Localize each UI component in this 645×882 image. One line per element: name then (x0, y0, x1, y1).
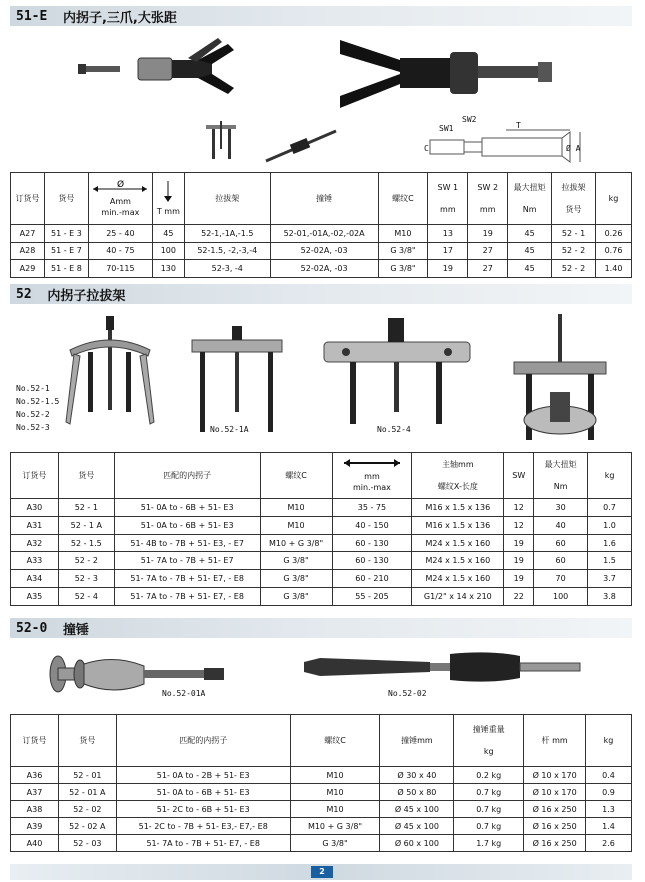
cell: 0.9 (586, 784, 632, 801)
col-hammer-size: 撞锤mm (380, 715, 454, 767)
cell: 3.8 (588, 588, 632, 606)
caption-52-3: No.52-3 (16, 423, 50, 432)
internal-puller-photo-small (78, 36, 238, 106)
cell: G 3/8" (290, 835, 380, 852)
cell: 52 - 1 A (58, 516, 114, 534)
col-sw1 (428, 173, 468, 225)
cell: A38 (11, 801, 59, 818)
cell: 51- 7A to - 7B + 51- E7, - E8 (114, 570, 260, 588)
col-sw2-label: SW 2 (477, 183, 499, 192)
cell: Ø 50 x 80 (380, 784, 454, 801)
section-header-52 (10, 284, 632, 304)
cell: M16 x 1.5 x 136 (412, 499, 504, 517)
label-sw1: SW1 (439, 124, 454, 133)
double-arrow-icon (342, 458, 402, 468)
cell: 35 - 75 (332, 499, 412, 517)
cell: A29 (11, 260, 45, 278)
col-t-unit: T mm (156, 206, 180, 216)
table-row (11, 499, 632, 517)
cell: 45 (508, 225, 552, 243)
cell: 1.7 kg (454, 835, 524, 852)
cell: M24 x 1.5 x 160 (412, 552, 504, 570)
cell: Ø 16 x 250 (524, 835, 586, 852)
col-frame-sub: 货号 (565, 205, 582, 214)
cell: 52-3, -4 (184, 260, 270, 278)
cell: 0.4 (586, 767, 632, 784)
label-t: T (516, 121, 521, 130)
cell: 52 - 2 (552, 260, 596, 278)
cell: M10 (260, 499, 332, 517)
section-code: 51-E (16, 8, 48, 24)
cell: A36 (11, 767, 59, 784)
puller-in-use-photo (510, 312, 610, 442)
slide-hammer-52-02-photo (300, 648, 590, 688)
col-matching-puller: 匹配的内拐子 (114, 453, 260, 499)
cell: 19 (504, 570, 534, 588)
cell: 0.2 kg (454, 767, 524, 784)
cell: 51- 4B to - 7B + 51- E3, - E7 (114, 534, 260, 552)
cell: A31 (11, 516, 59, 534)
col-kg: kg (588, 453, 632, 499)
col-puller-frame: 拉拔架 (184, 173, 270, 225)
table-row (11, 225, 632, 243)
col-torque (534, 453, 588, 499)
cell: 51- 0A to - 6B + 51- E3 (116, 784, 290, 801)
cell: 12 (504, 499, 534, 517)
col-torque (508, 173, 552, 225)
cell: A32 (11, 534, 59, 552)
cell: 52 - 2 (58, 552, 114, 570)
cell: 52 - 1 (58, 499, 114, 517)
cell: 52 - 01 A (58, 784, 116, 801)
cell: 51 - E 7 (44, 242, 88, 260)
col-sw: SW (504, 453, 534, 499)
col-item-no: 货号 (58, 453, 114, 499)
caption-52-1-5: No.52-1.5 (16, 397, 60, 406)
cell: 27 (468, 242, 508, 260)
table-51e (10, 172, 632, 278)
cell: 52 - 01 (58, 767, 116, 784)
col-torque-label: 最大扭矩 (513, 183, 546, 192)
cell: Ø 30 x 40 (380, 767, 454, 784)
cell: 51- 7A to - 7B + 51- E7 (114, 552, 260, 570)
col-rod: 杆 mm (524, 715, 586, 767)
col-weight-label: 撞锤重量 (472, 725, 505, 734)
cell: 130 (152, 260, 184, 278)
cell: A30 (11, 499, 59, 517)
cell: 51 - E 8 (44, 260, 88, 278)
col-span-unit: mm (364, 472, 380, 481)
cell: 52 - 02 (58, 801, 116, 818)
cell: 2.6 (586, 835, 632, 852)
cell: A33 (11, 552, 59, 570)
cell: 52-01,-01A,-02,-02A (270, 225, 378, 243)
cell: A35 (11, 588, 59, 606)
col-thread: 螺纹C (290, 715, 380, 767)
cell: 45 (152, 225, 184, 243)
col-order-no: 订货号 (11, 173, 45, 225)
col-span-minmax: min.-max (352, 483, 391, 492)
caption-52-1a: No.52-1A (210, 425, 249, 434)
cell: 60 (534, 552, 588, 570)
col-span (332, 453, 412, 499)
cell: Ø 10 x 170 (524, 767, 586, 784)
table-row (11, 260, 632, 278)
cell: M10 (378, 225, 428, 243)
cell: 19 (504, 552, 534, 570)
table-52 (10, 452, 632, 606)
cell: 1.5 (588, 552, 632, 570)
table-row (11, 242, 632, 260)
cell: G1/2" x 14 x 210 (412, 588, 504, 606)
cell: A28 (11, 242, 45, 260)
cell: M10 (290, 767, 380, 784)
col-kg: kg (586, 715, 632, 767)
cell: 60 - 130 (332, 552, 412, 570)
col-sw2 (468, 173, 508, 225)
cell: M10 (290, 784, 380, 801)
table-row (11, 835, 632, 852)
col-item-no: 货号 (58, 715, 116, 767)
col-a-minmax: min.-max (101, 208, 140, 217)
cell: 52-1,-1A,-1.5 (184, 225, 270, 243)
cell: 30 (534, 499, 588, 517)
cell: M24 x 1.5 x 160 (412, 570, 504, 588)
col-spindle-sub: 螺纹X-长度 (437, 482, 478, 491)
section-code: 52 (16, 286, 32, 302)
cell: 1.40 (596, 260, 632, 278)
cell: 51- 0A to - 6B + 51- E3 (114, 499, 260, 517)
cell: 51- 0A to - 6B + 51- E3 (114, 516, 260, 534)
label-phi-a: Ø A (566, 144, 581, 153)
section-title: 内拐子,三爪,大张距 (62, 10, 177, 26)
cell: 1.3 (586, 801, 632, 818)
table-row (11, 516, 632, 534)
col-kg: kg (596, 173, 632, 225)
table-row (11, 818, 632, 835)
puller-frame-with-hammer-photo (176, 117, 354, 171)
col-thread: 螺纹C (260, 453, 332, 499)
col-order-no: 订货号 (11, 453, 59, 499)
caption-52-2: No.52-2 (16, 410, 50, 419)
cell: 19 (468, 225, 508, 243)
section-title: 撞锤 (62, 622, 89, 638)
cell: 1.6 (588, 534, 632, 552)
col-a-range (88, 173, 152, 225)
caption-52-01a: No.52-01A (162, 689, 206, 698)
cell: 51- 7A to - 7B + 51- E7, - E8 (116, 835, 290, 852)
section-header-52-0 (10, 618, 632, 638)
col-weight-unit: kg (483, 747, 494, 756)
cell: 70-115 (88, 260, 152, 278)
caption-52-1: No.52-1 (16, 384, 50, 393)
cell: 51- 0A to - 2B + 51- E3 (116, 767, 290, 784)
col-spindle (412, 453, 504, 499)
cell: 22 (504, 588, 534, 606)
cell: 0.7 (588, 499, 632, 517)
cell: 52 - 3 (58, 570, 114, 588)
cell: 40 - 150 (332, 516, 412, 534)
cell: Ø 10 x 170 (524, 784, 586, 801)
cell: 51 - E 3 (44, 225, 88, 243)
col-sw1-unit: mm (440, 205, 456, 214)
section-code: 52-0 (16, 620, 48, 636)
table-header-row (11, 453, 632, 499)
cell: 52-02A, -03 (270, 242, 378, 260)
col-frame-label: 拉拔架 (561, 183, 586, 192)
table-row (11, 784, 632, 801)
col-spindle-label: 主轴mm (442, 460, 474, 469)
cell: 0.76 (596, 242, 632, 260)
col-torque-unit: Nm (553, 482, 568, 491)
col-sw2-unit: mm (479, 205, 496, 214)
table-row (11, 552, 632, 570)
cell: 40 (534, 516, 588, 534)
puller-frame-52-1a-photo (188, 324, 288, 434)
cell: 0.7 kg (454, 818, 524, 835)
cell: A40 (11, 835, 59, 852)
puller-frame-52-1-photo (60, 312, 160, 442)
cell: 52-02A, -03 (270, 260, 378, 278)
cell: Ø 16 x 250 (524, 801, 586, 818)
down-arrow-icon (163, 181, 173, 203)
table-row (11, 570, 632, 588)
cell: 51- 7A to - 7B + 51- E7, - E8 (114, 588, 260, 606)
cell: Ø 60 x 100 (380, 835, 454, 852)
cell: 0.26 (596, 225, 632, 243)
cell: 100 (152, 242, 184, 260)
table-row (11, 534, 632, 552)
col-torque-label: 最大扭矩 (544, 460, 577, 469)
cell: 17 (428, 242, 468, 260)
cell: A37 (11, 784, 59, 801)
puller-frame-52-4-photo (322, 316, 472, 426)
cell: 60 - 210 (332, 570, 412, 588)
col-thread: 螺纹C (378, 173, 428, 225)
label-c: C (424, 144, 429, 153)
cell: G 3/8" (260, 588, 332, 606)
table-row (11, 801, 632, 818)
section-header-51e (10, 6, 632, 26)
cell: Ø 45 x 100 (380, 818, 454, 835)
cell: 60 (534, 534, 588, 552)
cell: 12 (504, 516, 534, 534)
cell: G 3/8" (378, 260, 428, 278)
internal-puller-photo-large (330, 34, 560, 114)
cell: 40 - 75 (88, 242, 152, 260)
cell: 0.7 kg (454, 784, 524, 801)
table-row (11, 767, 632, 784)
cell: 70 (534, 570, 588, 588)
col-a-unit: Amm (109, 197, 131, 206)
cell: 100 (534, 588, 588, 606)
caption-52-4: No.52-4 (377, 425, 411, 434)
cell: A34 (11, 570, 59, 588)
cell: 52 - 03 (58, 835, 116, 852)
cell: 45 (508, 260, 552, 278)
cell: 51- 2C to - 6B + 51- E3 (116, 801, 290, 818)
cell: M10 (290, 801, 380, 818)
col-frame-no (552, 173, 596, 225)
cell: 1.4 (586, 818, 632, 835)
table-header-row (11, 715, 632, 767)
table-header-row (11, 173, 632, 225)
label-sw2: SW2 (462, 115, 477, 124)
section-title: 内拐子拉拔架 (47, 288, 126, 304)
cell: 19 (504, 534, 534, 552)
table-row (11, 588, 632, 606)
cell: G 3/8" (260, 552, 332, 570)
col-t (152, 173, 184, 225)
diameter-arrow-icon (91, 179, 149, 193)
cell: A39 (11, 818, 59, 835)
cell: 52 - 4 (58, 588, 114, 606)
cell: 13 (428, 225, 468, 243)
cell: 52 - 02 A (58, 818, 116, 835)
cell: G 3/8" (378, 242, 428, 260)
cell: M24 x 1.5 x 160 (412, 534, 504, 552)
cell: 52 - 1 (552, 225, 596, 243)
cell: M16 x 1.5 x 136 (412, 516, 504, 534)
col-item-no: 货号 (44, 173, 88, 225)
cell: Ø 45 x 100 (380, 801, 454, 818)
cell: 45 (508, 242, 552, 260)
cell: 0.7 kg (454, 801, 524, 818)
cell: 52-1.5, -2,-3,-4 (184, 242, 270, 260)
cell: M10 (260, 516, 332, 534)
table-52-0 (10, 714, 632, 852)
cell: 1.0 (588, 516, 632, 534)
cell: Ø 16 x 250 (524, 818, 586, 835)
col-sw1-label: SW 1 (437, 183, 459, 192)
cell: 60 - 130 (332, 534, 412, 552)
col-hammer-weight (454, 715, 524, 767)
col-slide-hammer: 撞锤 (270, 173, 378, 225)
svg-text:Ø: Ø (117, 180, 125, 190)
cell: 51- 2C to - 7B + 51- E3,- E7,- E8 (116, 818, 290, 835)
caption-52-02: No.52-02 (388, 689, 427, 698)
cell: 52 - 1.5 (58, 534, 114, 552)
cell: 3.7 (588, 570, 632, 588)
col-order-no: 订货号 (11, 715, 59, 767)
cell: 27 (468, 260, 508, 278)
col-matching-puller: 匹配的内拐子 (116, 715, 290, 767)
cell: 52 - 2 (552, 242, 596, 260)
cell: M10 + G 3/8" (290, 818, 380, 835)
slide-hammer-52-01a-photo (44, 650, 234, 700)
cell: 19 (428, 260, 468, 278)
page-number: 2 (311, 866, 333, 878)
cell: G 3/8" (260, 570, 332, 588)
cell: 25 - 40 (88, 225, 152, 243)
cell: 55 - 205 (332, 588, 412, 606)
col-torque-unit: Nm (522, 205, 537, 214)
cell: M10 + G 3/8" (260, 534, 332, 552)
cell: A27 (11, 225, 45, 243)
